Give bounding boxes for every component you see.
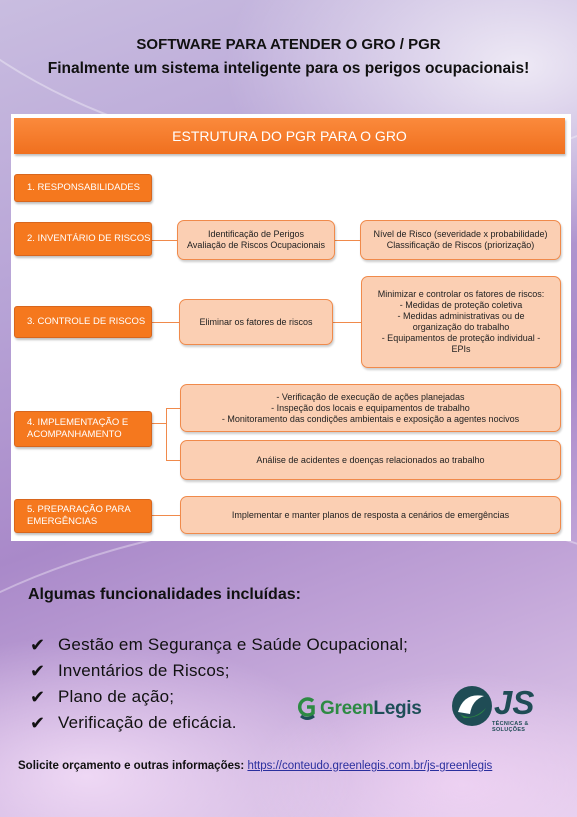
box-text: Eliminar os fatores de riscos [199, 316, 313, 327]
box-text: - Verificação de execução de ações planejadas [276, 391, 465, 402]
box-text: EPIs [451, 344, 471, 354]
stage-responsabilidades [14, 174, 152, 202]
js-wordmark: JS [494, 684, 535, 721]
box-text: - Inspeção dos locais e equipamentos de trabalho [271, 402, 470, 413]
feature-text: Plano de ação; [58, 687, 175, 706]
stage-label-line2: EMERGÊNCIAS [27, 516, 98, 527]
controle-minimizar-box [361, 276, 561, 368]
greenlegis-mark-icon [297, 697, 317, 721]
connector-line [166, 408, 167, 460]
inventario-nivel-box [360, 220, 561, 260]
greenlegis-wordmark-green: Green [320, 698, 374, 719]
connector-line [335, 240, 360, 241]
js-logo [450, 684, 550, 732]
page-subtitle: Finalmente um sistema inteligente para os perigos ocupacionais! [47, 60, 530, 77]
check-icon: ✔ [30, 686, 46, 707]
stage-label-line1: 5. PREPARAÇÃO PARA [27, 504, 131, 515]
connector-line [152, 322, 179, 323]
feature-text: Inventários de Riscos; [58, 661, 230, 680]
connector-line [152, 423, 166, 424]
implementacao-verificacao-box [180, 384, 561, 432]
implementacao-analise-box [180, 440, 561, 480]
box-text: Implementar e manter planos de resposta a cenários de emergências [231, 509, 510, 520]
diagram-title: ESTRUTURA DO PGR PARA O GRO [14, 118, 565, 154]
connector-line [333, 322, 361, 323]
box-text: Classificação de Riscos (priorização) [386, 240, 535, 250]
box-text: - Medidas administrativas ou de [397, 311, 525, 321]
list-item [30, 658, 408, 684]
stage-label: 1. RESPONSABILIDADES [27, 182, 140, 193]
inventario-identificacao-box [177, 220, 335, 260]
connector-line [152, 515, 180, 516]
footer-label: Solicite orçamento e outras informações: [18, 760, 245, 772]
emergencias-plano-box [180, 496, 561, 534]
stage-label: 3. CONTROLE DE RISCOS [27, 316, 146, 327]
check-icon: ✔ [30, 634, 46, 655]
box-text: - Equipamentos de proteção individual - [381, 333, 541, 343]
page-title: SOFTWARE PARA ATENDER O GRO / PGR [136, 36, 441, 53]
greenlegis-wordmark [320, 698, 422, 720]
features-title: Algumas funcionalidades incluídas: [28, 586, 301, 603]
feature-text: Gestão em Segurança e Saúde Ocupacional; [58, 635, 409, 654]
js-mark-icon [450, 684, 494, 728]
pgr-structure-diagram [11, 114, 571, 541]
box-text: - Monitoramento das condições ambientais e exposição a agentes nocivos [221, 413, 520, 424]
footer [18, 760, 492, 772]
box-text: Análise de acidentes e doenças relacionados ao trabalho [256, 454, 485, 465]
box-text: - Medidas de proteção coletiva [399, 300, 523, 310]
stage-label-line1: 4. IMPLEMENTAÇÃO E [27, 417, 129, 428]
box-text: Minimizar e controlar os fatores de riscos: [377, 289, 545, 299]
stage-implementacao [14, 411, 152, 447]
check-icon: ✔ [30, 660, 46, 681]
controle-eliminar-box [179, 299, 333, 345]
stage-label-line2: ACOMPANHAMENTO [27, 429, 122, 440]
connector-line [166, 460, 180, 461]
stage-controle [14, 306, 152, 338]
stage-inventario [14, 222, 152, 256]
stage-label: 2. INVENTÁRIO DE RISCOS [27, 233, 151, 244]
list-item [30, 632, 408, 658]
box-text: organização do trabalho [412, 322, 510, 332]
box-text: Identificação de Perigos [207, 229, 305, 239]
box-text: Avaliação de Riscos Ocupacionais [187, 240, 325, 250]
box-text: Nível de Risco (severidade x probabilidade) [373, 229, 548, 239]
footer-link[interactable]: https://conteudo.greenlegis.com.br/js-greenlegis [247, 760, 493, 772]
stage-emergencias [14, 499, 152, 533]
feature-text: Verificação de eficácia. [58, 713, 237, 732]
check-icon: ✔ [30, 712, 46, 733]
greenlegis-wordmark-legis: Legis [373, 698, 422, 719]
js-tagline: TÉCNICAS & SOLUÇÕES [492, 721, 529, 733]
greenlegis-logo [297, 697, 422, 721]
connector-line [152, 240, 177, 241]
connector-line [166, 408, 180, 409]
